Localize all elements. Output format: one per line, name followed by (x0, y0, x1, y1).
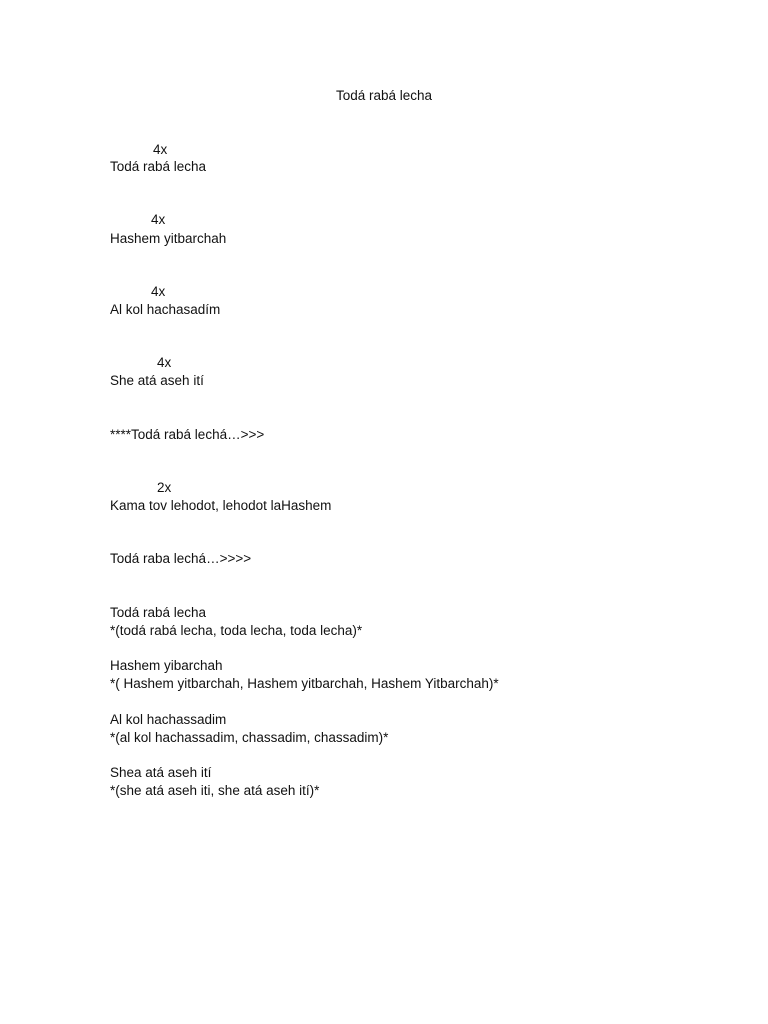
verse-line: Hashem yibarchah (110, 658, 223, 673)
lyric-line: Al kol hachasadím (110, 302, 221, 317)
repeat-marker: 4x (151, 212, 166, 227)
verse-response: *(todá rabá lecha, toda lecha, toda lecha)* (110, 623, 363, 638)
lyric-line: She atá aseh ití (110, 373, 204, 388)
repeat-marker: 4x (157, 355, 172, 370)
verse-response: *(al kol hachassadim, chassadim, chassadim)* (110, 730, 389, 745)
interlude-line: ****Todá rabá lechá…>>> (110, 427, 265, 442)
repeat-marker: 4x (151, 284, 166, 299)
repeat-marker: 2x (157, 480, 172, 495)
page-title: Todá rabá lecha (335, 88, 433, 103)
verse-response: *( Hashem yitbarchah, Hashem yitbarchah, Hashem Yitbarchah)* (110, 676, 499, 691)
verse-response: *(she atá aseh iti, she atá aseh ití)* (110, 783, 320, 798)
verse-line: Shea atá aseh ití (110, 765, 212, 780)
repeat-marker: 4x (153, 142, 168, 157)
verse-line: Todá rabá lecha (110, 605, 207, 620)
interlude-line: Todá raba lechá…>>>> (110, 551, 252, 566)
verse-line: Al kol hachassadim (110, 712, 227, 727)
lyric-line: Hashem yitbarchah (110, 231, 227, 246)
lyric-line: Kama tov lehodot, lehodot laHashem (110, 498, 332, 513)
lyric-line: Todá rabá lecha (110, 159, 207, 174)
